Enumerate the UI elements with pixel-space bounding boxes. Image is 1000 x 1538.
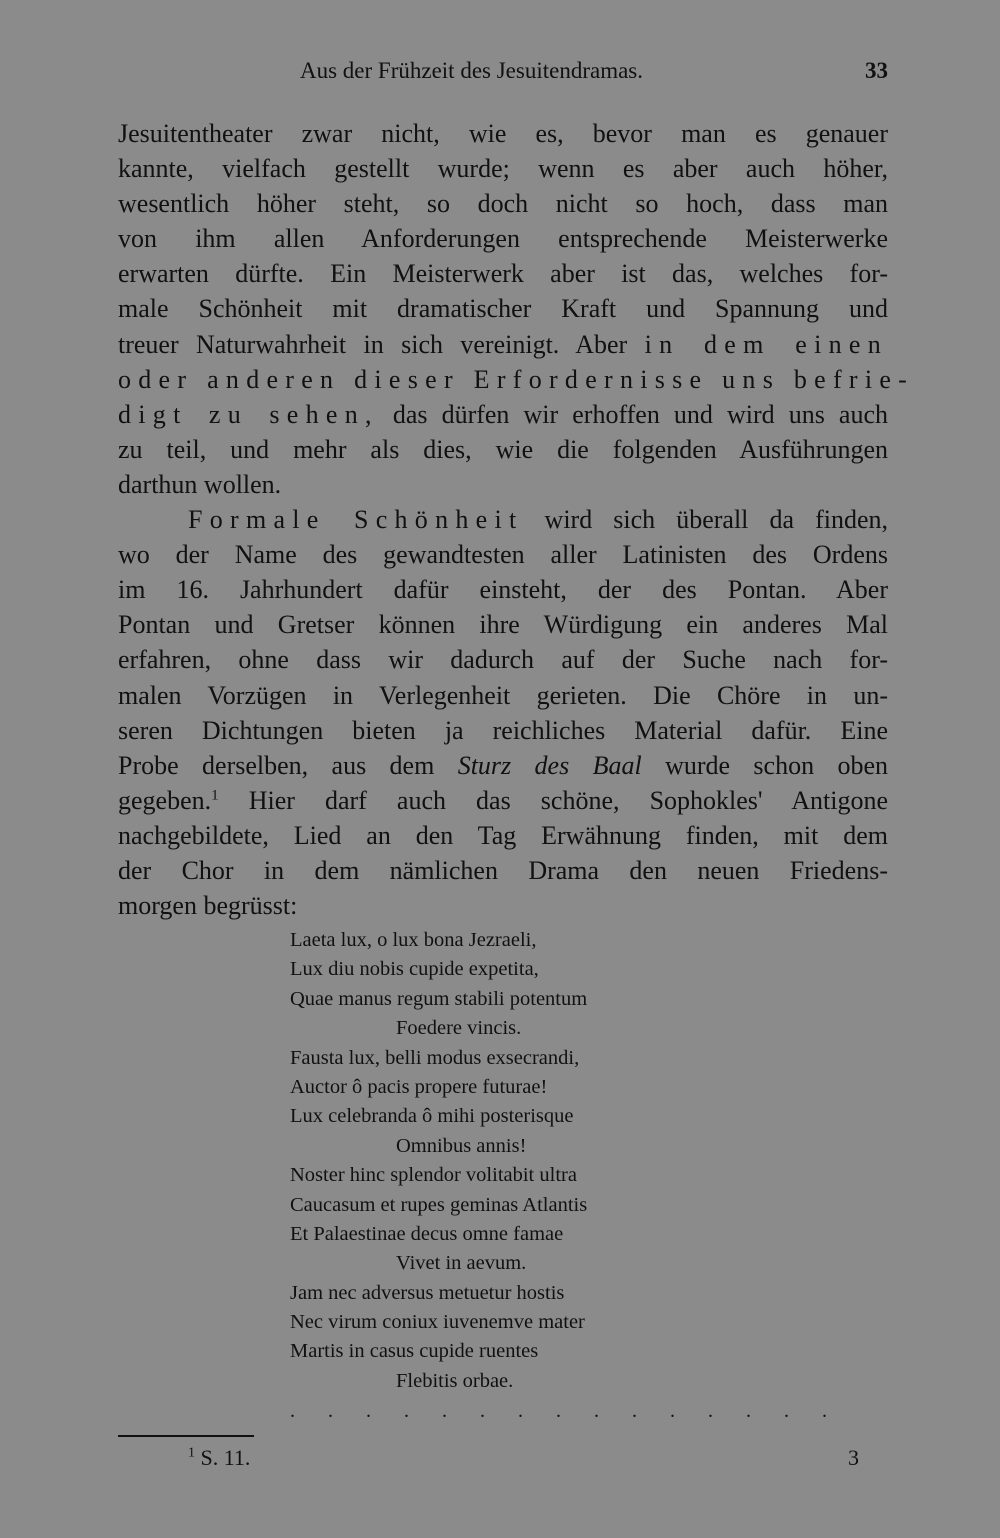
running-title: Aus der Frühzeit des Jesuitendramas. — [300, 58, 644, 83]
text-line — [118, 327, 888, 362]
text-line: der Chor in dem nämlichen Drama den neuen Friedens- — [118, 855, 888, 885]
text-segment: treuer Naturwahrheit in sich vereinigt. Aber — [118, 329, 628, 359]
text-line: seren Dichtungen bieten ja reichliches Material dafür. Eine — [118, 715, 888, 745]
page-number: 33 — [865, 58, 888, 83]
body-text — [118, 116, 915, 923]
verse-adonic-line: Flebitis orbae. — [396, 1369, 514, 1392]
footnote — [188, 1445, 250, 1471]
text-line: nachgebildete, Lied an den Tag Erwähnung finden, mit dem — [118, 820, 888, 850]
text-line: von ihm allen Anforderungen entsprechende Meisterwerke — [118, 224, 888, 254]
verse-line: Lux celebranda ô mihi posterisque — [290, 1105, 574, 1128]
running-header — [118, 58, 888, 92]
text-line: im 16. Jahrhundert dafür einsteht, der des Pontan. Aber — [118, 575, 888, 605]
text-line: erfahren, ohne dass wir dadurch auf der Suche nach for- — [118, 645, 888, 675]
text-line: Jesuitentheater zwar nicht, wie es, bevor man es genauer — [118, 119, 888, 148]
text-line — [118, 748, 888, 783]
ellipsis-dots: . . . . . . . . . . . . . . . — [290, 1400, 841, 1422]
text-line: wesentlich höher steht, so doch nicht so hoch, dass man — [118, 189, 888, 219]
verse-line: Quae manus regum stabili potentum — [290, 987, 588, 1010]
text-line: zu teil, und mehr als dies, wie die folgenden Ausführungen — [118, 434, 888, 464]
verse-line: Martis in casus cupide ruentes — [290, 1340, 539, 1363]
verse-line: Lux diu nobis cupide expetita, — [290, 958, 539, 981]
verse-adonic-line: Vivet in aevum. — [396, 1252, 527, 1275]
text-line: erwarten dürfte. Ein Meisterwerk aber ist das, welches for- — [118, 259, 888, 289]
text-line: Pontan und Gretser können ihre Würdigung ein anderes Mal — [118, 610, 888, 640]
text-segment: wird sich überall da finden, — [544, 505, 889, 535]
verse-adonic-line: Foedere vincis. — [396, 1017, 522, 1040]
text-line: male Schönheit mit dramatischer Kraft und Spannung und — [118, 294, 888, 324]
verse-block — [290, 926, 710, 1396]
verse-line: Nec virum coniux iuvenemve mater — [290, 1311, 585, 1334]
verse-line: Jam nec adversus metuetur hostis — [290, 1281, 565, 1304]
verse-line: Et Palaestinae decus omne famae — [290, 1222, 564, 1245]
text-line — [118, 397, 888, 432]
text-line: wo der Name des gewandtesten aller Latinisten des Ordens — [118, 540, 888, 570]
text-segment: gegeben. — [118, 785, 212, 815]
text-segment: Probe derselben, aus dem — [118, 750, 435, 780]
text-line — [118, 783, 888, 818]
footnote-text: S. 11. — [200, 1445, 251, 1470]
printer-signature: 3 — [848, 1445, 859, 1470]
spaced-emphasis: digt zu sehen, — [118, 399, 379, 429]
text-line: kannte, vielfach gestellt wurde; wenn es aber auch höher, — [118, 154, 888, 184]
footnote-mark: 1 — [188, 1445, 195, 1461]
verse-line: Noster hinc splendor volitabit ultra — [290, 1164, 577, 1187]
footnote-rule — [118, 1435, 254, 1437]
spaced-emphasis-line: oder anderen dieser Erfordernisse uns befrie- — [118, 364, 915, 394]
text-segment: das dürfen wir erhoffen und wird uns auch — [392, 399, 888, 429]
spaced-emphasis: in dem einen — [644, 329, 888, 359]
verse-line: Auctor ô pacis propere futurae! — [290, 1075, 548, 1098]
verse-line: Fausta lux, belli modus exsecrandi, — [290, 1046, 580, 1069]
footnote-reference: 1 — [211, 787, 219, 804]
text-line: morgen begrüsst: — [118, 891, 298, 921]
spaced-emphasis: Formale Schönheit — [188, 505, 524, 535]
text-segment: Hier darf auch das schöne, Sophokles' Antigone — [248, 785, 888, 815]
text-segment: wurde schon oben — [665, 750, 888, 780]
verse-line: Caucasum et rupes geminas Atlantis — [290, 1193, 588, 1216]
text-line — [118, 502, 888, 537]
verse-adonic-line: Omnibus annis! — [396, 1134, 527, 1157]
text-line: malen Vorzügen in Verlegenheit gerieten. Die Chöre in un- — [118, 680, 888, 710]
italic-title: Sturz des Baal — [457, 750, 642, 780]
text-line: darthun wollen. — [118, 469, 282, 499]
verse-line: Laeta lux, o lux bona Jezraeli, — [290, 929, 537, 951]
